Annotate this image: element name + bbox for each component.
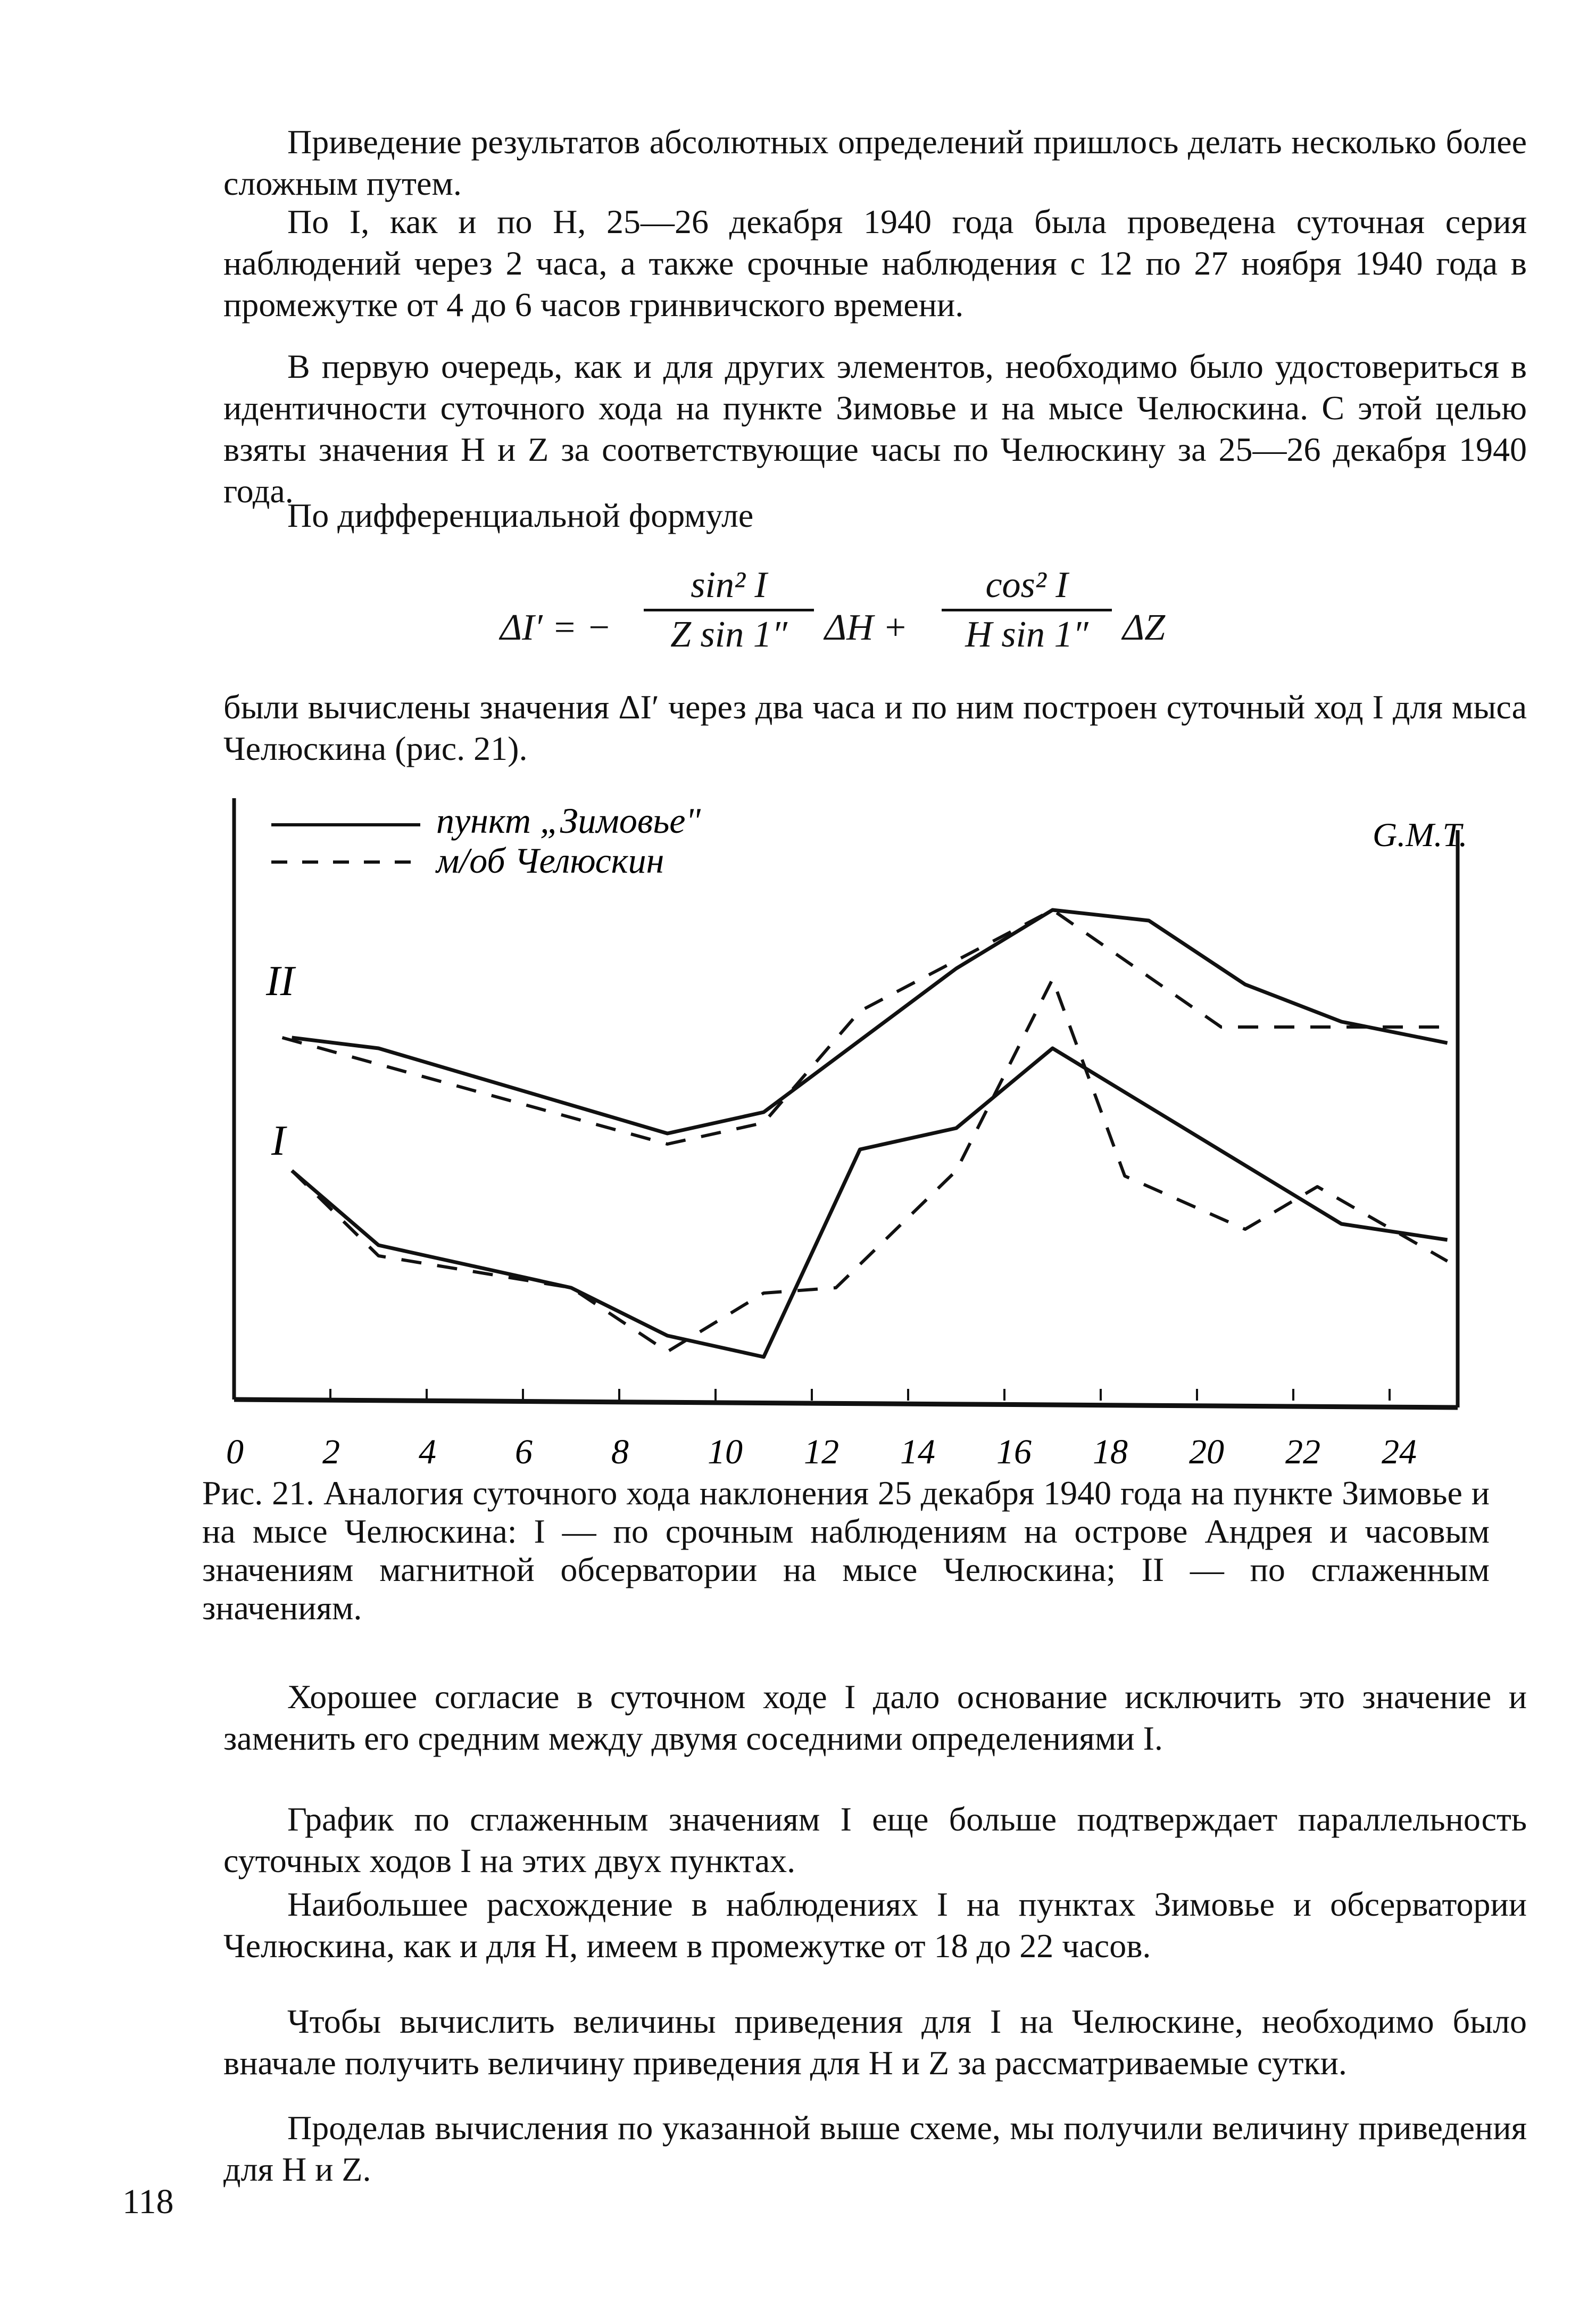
- x-axis-line: [234, 1400, 1458, 1407]
- legend-label-zimovye: пункт „Зимовье": [436, 800, 701, 841]
- x-tick-label-20: 20: [1189, 1432, 1224, 1471]
- x-tick-labels: [226, 1432, 1417, 1471]
- page-number: 118: [122, 2182, 174, 2221]
- formula-end: ΔZ: [1123, 607, 1166, 648]
- group-label-II: II: [266, 958, 295, 1005]
- formula-fraction-2: [942, 564, 1112, 656]
- paragraph-3: В первую очередь, как и для других элементов, необходимо было удостовериться в идентичности суточного хода на пункте Зимовье и на мысе Челюскина. С этой целью взяты значения H и Z за соответствующие часы по Челюскину за 25—26 декабря 1940 года.: [223, 347, 1527, 510]
- figure-21-chart: [218, 788, 1484, 1490]
- paragraph-8: Наибольшее расхождение в наблюдениях I на пунктах Зимовье и обсерватории Челюскина, как и для H, имеем в промежутке от 18 до 22 часов.: [223, 1885, 1527, 1965]
- x-tick-label-4: 4: [419, 1432, 436, 1471]
- differential-formula: [500, 564, 1202, 681]
- formula-fraction-1: [644, 564, 814, 656]
- formula-middle: ΔH +: [825, 607, 908, 648]
- paragraph-7: График по сглаженным значениям I еще больше подтверждает параллельность суточных ходов I на этих двух пунктах.: [223, 1800, 1527, 1879]
- x-tick-label-16: 16: [996, 1432, 1032, 1471]
- formula-frac1-numerator: sin² I: [644, 564, 814, 611]
- x-tick-label-24: 24: [1382, 1432, 1417, 1471]
- paragraph-4: По дифференциальной формуле: [287, 496, 754, 534]
- x-tick-label-22: 22: [1285, 1432, 1320, 1471]
- x-tick-label-12: 12: [804, 1432, 839, 1471]
- x-tick-label-6: 6: [515, 1432, 533, 1471]
- x-tick-label-0: 0: [226, 1432, 244, 1471]
- series-II-dashed-line: [282, 910, 1448, 1144]
- legend: [271, 800, 701, 881]
- gmt-label: G.M.T.: [1373, 816, 1468, 854]
- series-II-solid-line: [292, 910, 1448, 1133]
- formula-lhs: ΔI′ = −: [500, 607, 612, 648]
- series-I-solid-line: [292, 1048, 1448, 1357]
- group-label-I: I: [271, 1117, 286, 1164]
- paragraph-1: Приведение результатов абсолютных определений пришлось делать несколько более сложным путем.: [223, 123, 1527, 202]
- figure-caption: Рис. 21. Аналогия суточного хода наклонения 25 декабря 1940 года на пункте Зимовье и на мысе Челюскина: I — по срочным наблюдениям на острове Андрея и часовым значениям магнитной обсерватории на мысе Челюскина; II — по сглаженным значениям.: [202, 1474, 1490, 1627]
- paragraph-9: Чтобы вычислить величины приведения для I на Челюскине, необходимо было вначале получить величину приведения для H и Z за рассматриваемые сутки.: [223, 2002, 1527, 2082]
- chart-series: [282, 910, 1447, 1357]
- chart-frame: [234, 798, 1458, 1407]
- x-tick-label-2: 2: [322, 1432, 340, 1471]
- x-tick-label-10: 10: [708, 1432, 743, 1471]
- legend-label-chelyuskin: м/об Челюскин: [436, 840, 664, 881]
- formula-frac2-denominator: H sin 1″: [965, 614, 1088, 655]
- x-tick-label-14: 14: [900, 1432, 935, 1471]
- formula-frac2-numerator: cos² I: [942, 564, 1112, 611]
- paragraph-2: По I, как и по H, 25—26 декабря 1940 года была проведена суточная серия наблюдений через 2 часа, а также срочные наблюдения с 12 по 27 ноября 1940 года в промежутке от 4 до 6 часов гринвичского времени.: [223, 203, 1527, 324]
- x-tick-label-8: 8: [611, 1432, 629, 1471]
- x-tick-label-18: 18: [1093, 1432, 1128, 1471]
- paragraph-5: были вычислены значения ΔI′ через два часа и по ним построен суточный ход I для мыса Челюскина (рис. 21).: [223, 688, 1527, 767]
- formula-frac1-denominator: Z sin 1″: [670, 614, 787, 655]
- paragraph-10: Проделав вычисления по указанной выше схеме, мы получили величину приведения для H и Z.: [223, 2109, 1527, 2188]
- paragraph-6: Хорошее согласие в суточном ходе I дало основание исключить это значение и заменить его средним между двумя соседними определениями I.: [223, 1678, 1527, 1757]
